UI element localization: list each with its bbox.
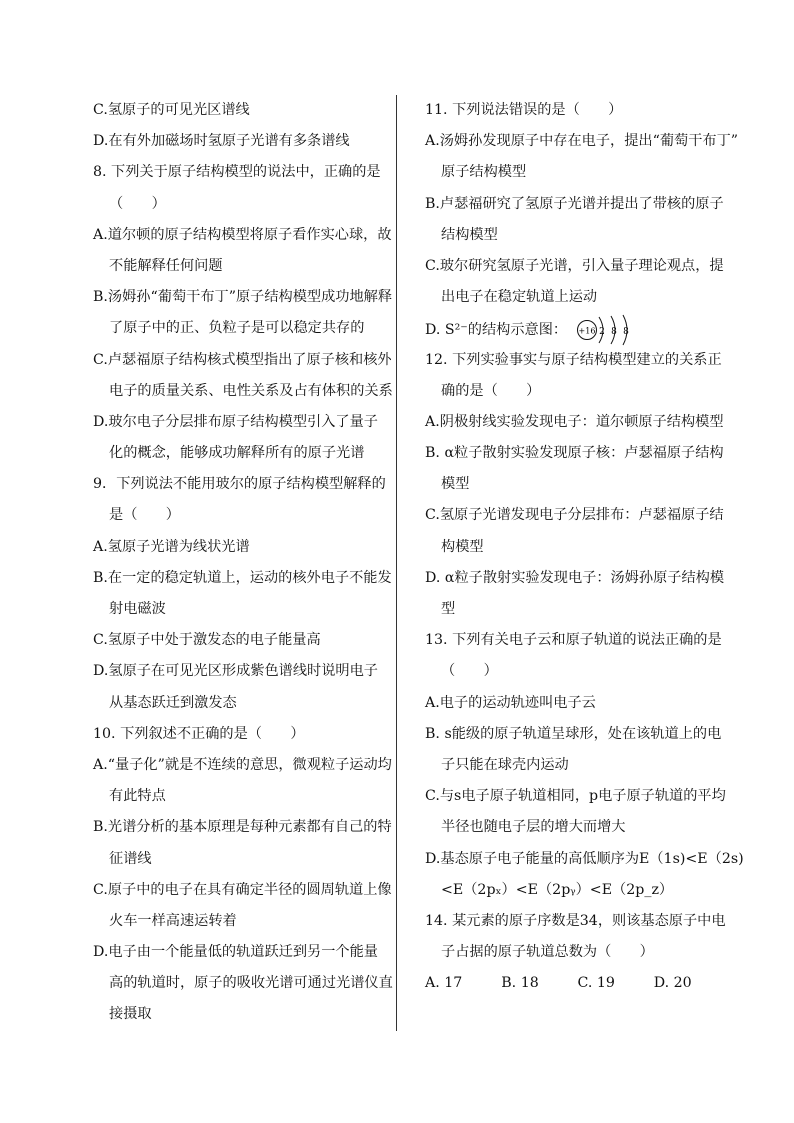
text-line: A.氢原子光谱为线状光谱 <box>93 538 250 555</box>
text-line: 有此特点 <box>109 788 166 805</box>
sulfide-ion-structure-diagram <box>576 313 638 347</box>
text-line: 原子结构模型 <box>441 164 527 181</box>
text-line: A.阴极射线实验发现电子：道尔顿原子结构模型 <box>425 413 724 430</box>
text-line: C.原子中的电子在具有确定半径的圆周轨道上像 <box>93 881 392 898</box>
text-line: 了原子中的正、负粒子是可以稳定共存的 <box>109 320 365 337</box>
text-line: （ ） <box>441 663 498 680</box>
text-line: 构模型 <box>441 538 484 555</box>
q14-option-b: B. 18 <box>501 975 539 992</box>
text-line: B. α粒子散射实验发现原子核：卢瑟福原子结构 <box>425 445 724 462</box>
text-line: C.与s电子原子轨道相同，p电子原子轨道的平均 <box>425 788 726 805</box>
text-line: D.基态原子电子能量的高低顺序为E（1s)<E（2s) <box>425 850 744 867</box>
q11-option-d-label: D. S²⁻的结构示意图： <box>425 322 568 339</box>
text-line: C.氢原子光谱发现电子分层排布：卢瑟福原子结 <box>425 507 724 524</box>
text-line: 子只能在球壳内运动 <box>441 756 569 773</box>
text-line: C.玻尔研究氢原子光谱，引入量子理论观点，提 <box>425 257 724 274</box>
text-line: 12. 下列实验事实与原子结构模型建立的关系正 <box>425 351 722 368</box>
text-line: 征谱线 <box>109 850 152 867</box>
shell-electrons-3: 8 <box>622 327 629 338</box>
text-line: A.电子的运动轨迹叫电子云 <box>425 694 596 711</box>
text-line: A.汤姆孙发现原子中存在电子，提出“葡萄干布丁” <box>425 133 739 150</box>
text-line: C.氢原子中处于激发态的电子能量高 <box>93 632 321 649</box>
q11-option-d <box>425 313 730 344</box>
text-line: 电子的质量关系、电性关系及占有体积的关系 <box>109 382 393 399</box>
text-line: 高的轨道时，原子的吸收光谱可通过光谱仪直 <box>109 975 393 992</box>
text-line: 子占据的原子轨道总数为（ ） <box>441 944 654 961</box>
q14-option-c: C. 19 <box>577 975 615 992</box>
text-line: B.汤姆孙“葡萄干布丁”原子结构模型成功地解释 <box>93 289 393 306</box>
text-line: A.“量子化”就是不连续的意思，微观粒子运动均 <box>93 756 392 773</box>
q14-option-a: A. 17 <box>425 975 463 992</box>
text-line: 结构模型 <box>441 226 498 243</box>
text-line: C.氢原子的可见光区谱线 <box>93 102 250 118</box>
text-line: D.玻尔电子分层排布原子结构模型引入了量子 <box>93 413 378 430</box>
question-11-block <box>425 95 739 313</box>
text-line: B.卢瑟福研究了氢原子光谱并提出了带核的原子 <box>425 195 724 212</box>
text-line: 半径也随电子层的增大而增大 <box>441 819 626 836</box>
right-column <box>425 95 744 999</box>
text-line: D.氢原子在可见光区形成紫色谱线时说明电子 <box>93 663 378 680</box>
text-line: <E（2pₓ）<E（2pᵧ）<E（2p_z） <box>441 881 674 898</box>
column-divider <box>396 95 397 1031</box>
q14-options <box>425 968 730 999</box>
text-line: 是（ ） <box>109 507 180 524</box>
text-line: 化的概念，能够成功解释所有的原子光谱 <box>109 445 365 462</box>
text-line: 型 <box>441 601 456 617</box>
questions-12-14-block <box>425 345 744 969</box>
text-line: 确的是（ ） <box>441 382 541 399</box>
shell-electrons-2: 8 <box>610 327 617 338</box>
text-line: 9．下列说法不能用玻尔的原子结构模型解释的 <box>93 476 386 493</box>
text-line: B.光谱分析的基本原理是每种元素都有自己的特 <box>93 819 392 836</box>
text-line: 接摄取 <box>109 1006 152 1023</box>
text-line: 10. 下列叙述不正确的是（ ） <box>93 725 305 742</box>
text-line: 模型 <box>441 476 470 493</box>
text-line: A.道尔顿的原子结构模型将原子看作实心球，故 <box>93 226 392 243</box>
text-line: D.在有外加磁场时氢原子光谱有多条谱线 <box>93 133 350 150</box>
text-line: （ ） <box>109 195 166 212</box>
text-line: 出电子在稳定轨道上运动 <box>441 289 598 306</box>
text-line: D.电子由一个能量低的轨道跃迁到另一个能量 <box>93 944 378 961</box>
q14-option-d: D. 20 <box>653 975 692 992</box>
text-line: 14. 某元素的原子序数是34，则该基态原子中电 <box>425 912 726 929</box>
text-line: C.卢瑟福原子结构核式模型指出了原子核和核外 <box>93 351 392 368</box>
text-line: B.在一定的稳定轨道上，运动的核外电子不能发 <box>93 569 392 586</box>
text-line: 11. 下列说法错误的是（ ） <box>425 102 623 118</box>
text-line: 13. 下列有关电子云和原子轨道的说法正确的是 <box>425 632 722 649</box>
text-line: 从基态跃迁到激发态 <box>109 694 237 711</box>
text-line: 射电磁波 <box>109 601 166 617</box>
left-column <box>93 95 398 1031</box>
nucleus-charge: +16 <box>578 326 596 336</box>
text-line: D. α粒子散射实验发现电子：汤姆孙原子结构模 <box>425 569 725 586</box>
text-line: 8. 下列关于原子结构模型的说法中，正确的是 <box>93 164 381 181</box>
shell-electrons-1: 2 <box>598 327 605 338</box>
text-line: 不能解释任何问题 <box>109 257 223 274</box>
text-line: 火车一样高速运转着 <box>109 912 237 929</box>
text-line: B. s能级的原子轨道呈球形，处在该轨道上的电 <box>425 725 722 742</box>
